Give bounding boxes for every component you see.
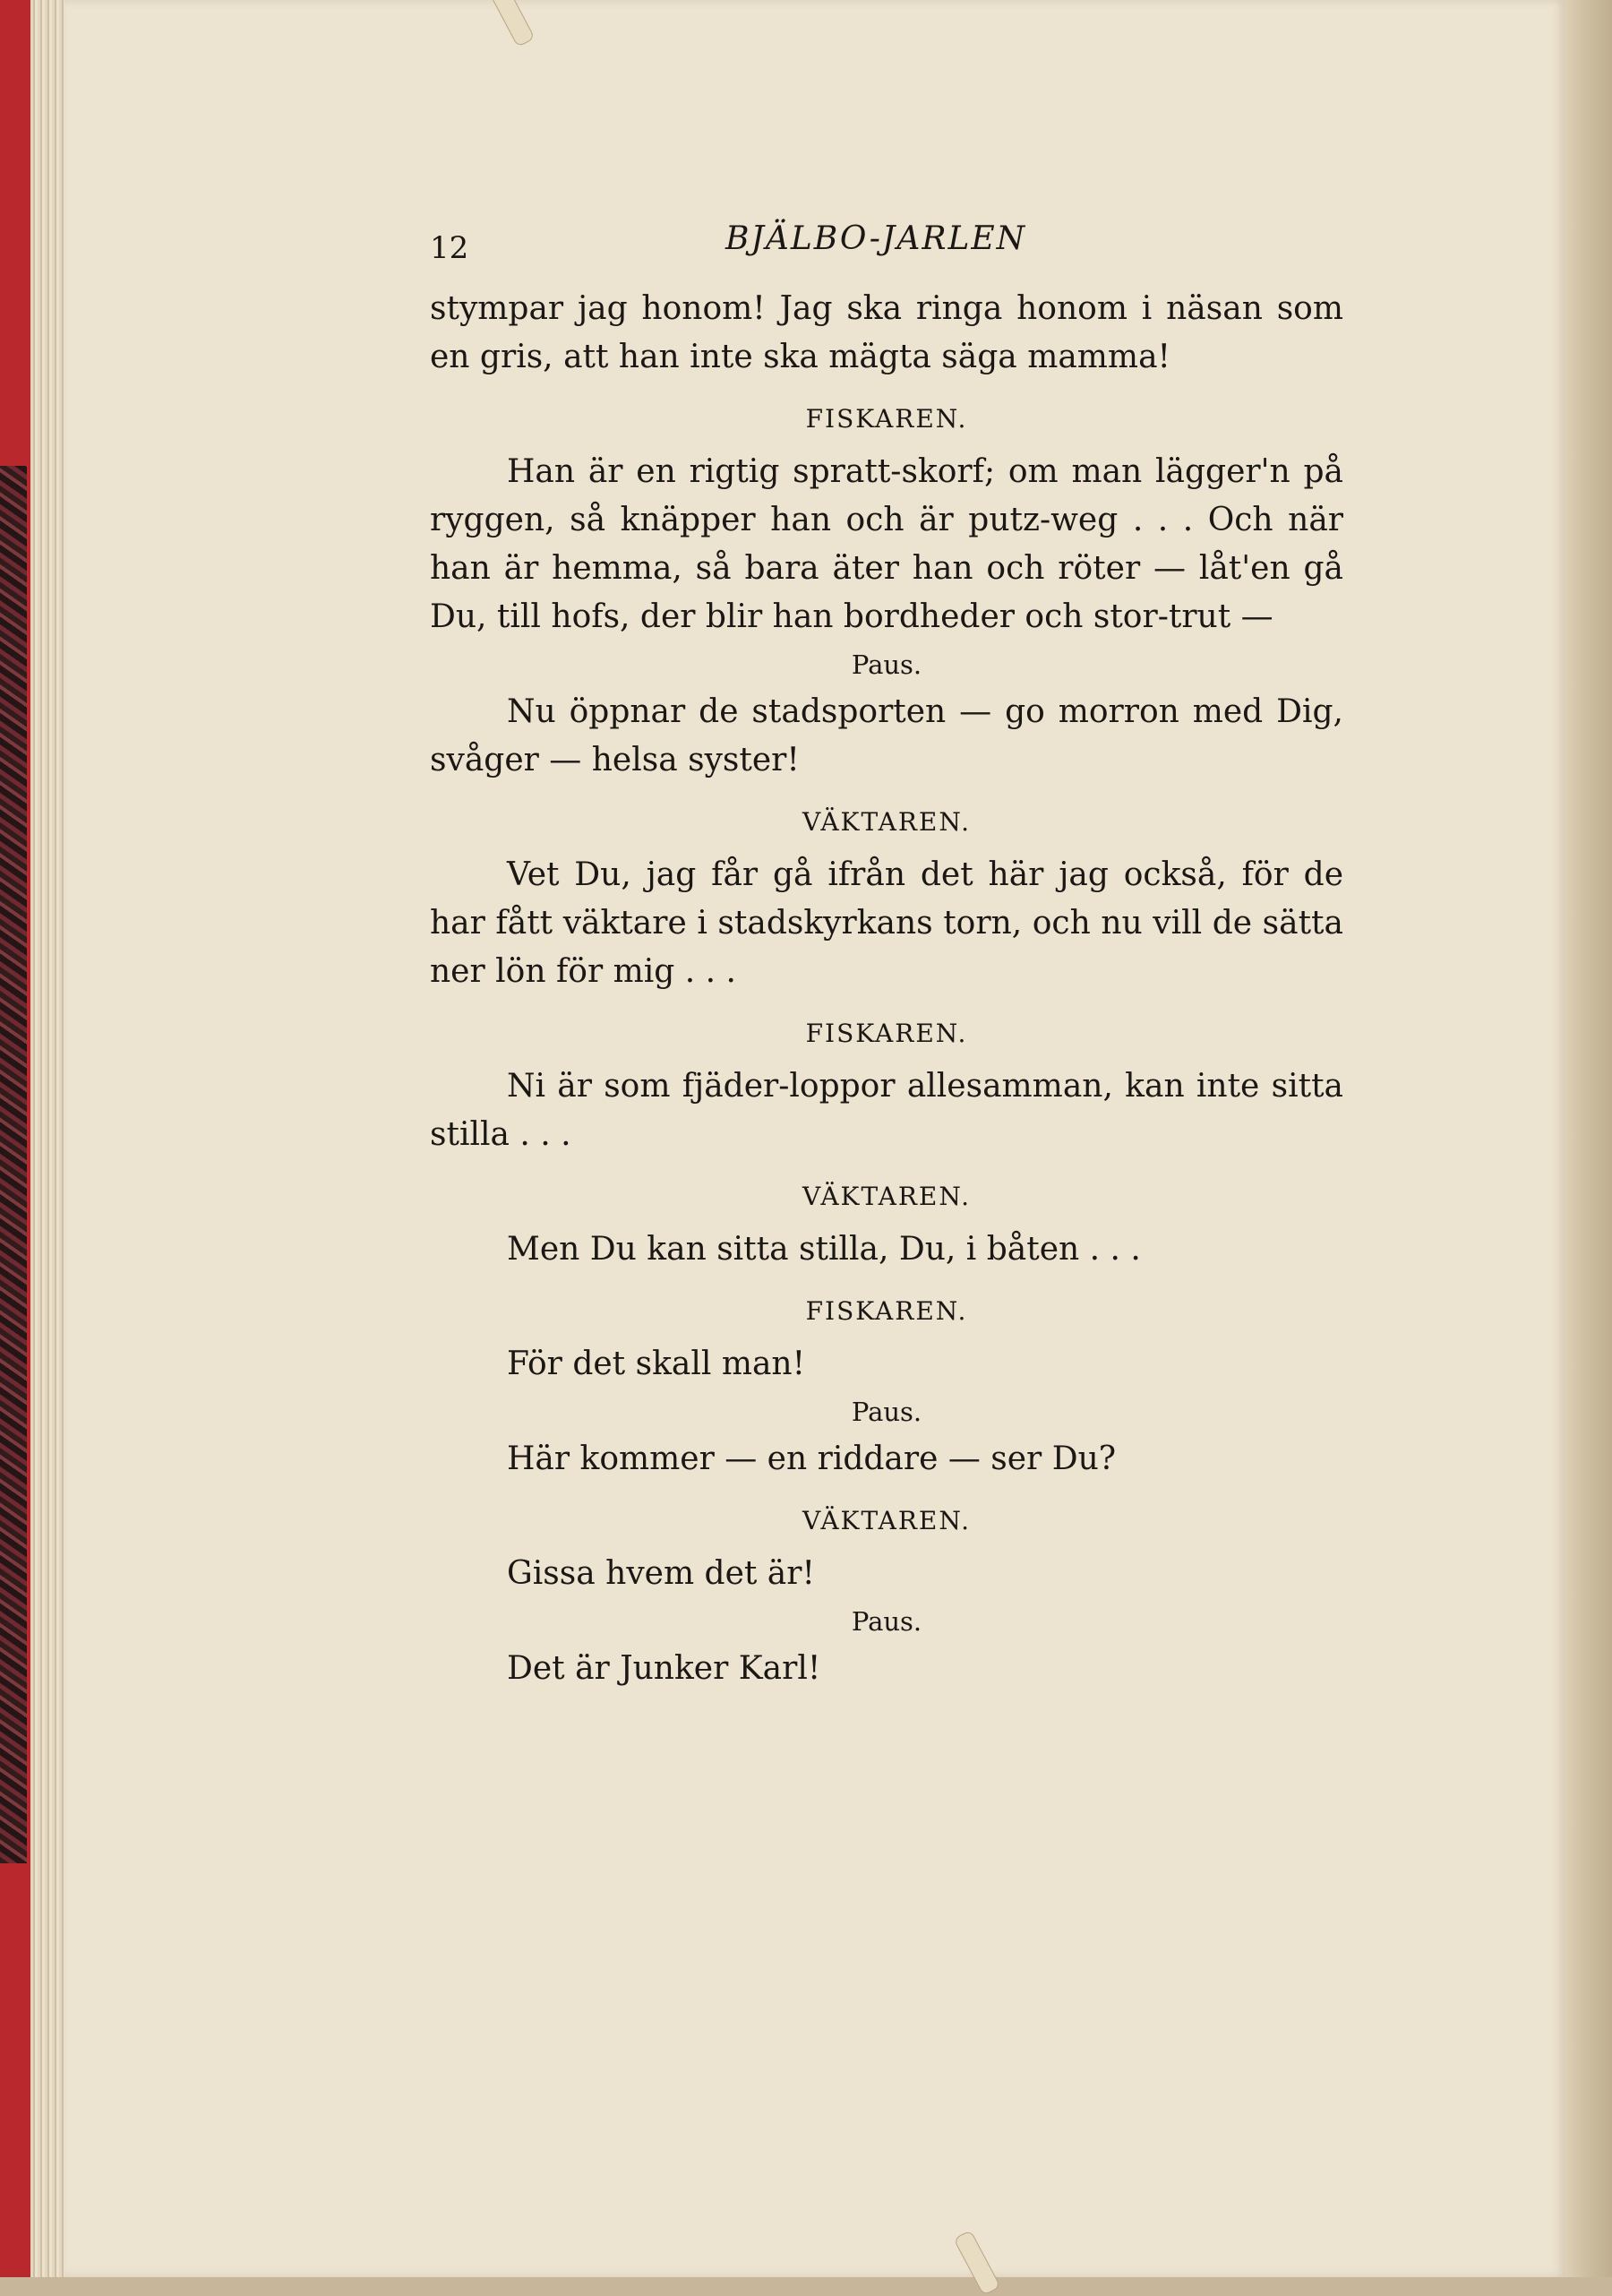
paragraph: Vet Du, jag får gå ifrån det här jag också, för de har fått väktare i stadskyrkans torn, och nu vill de sätta ner lön för mig . . .	[430, 856, 1343, 990]
stage-direction: Paus.	[851, 1397, 922, 1427]
paragraph: Men Du kan sitta stilla, Du, i båten . . .	[507, 1231, 1141, 1268]
paragraph: För det skall man!	[507, 1346, 806, 1382]
speaker-name: FISKAREN.	[805, 1019, 968, 1048]
speaker-name: VÄKTAREN.	[802, 1506, 971, 1535]
paragraph: Nu öppnar de stadsporten — go morron med Dig, svåger — helsa syster!	[430, 693, 1343, 778]
paragraph: stympar jag honom! Jag ska ringa honom i näsan som en gris, att han inte ska mägta säga mamma!	[430, 290, 1343, 375]
marbled-cover-edge	[0, 466, 27, 1863]
page-number: 12	[430, 230, 469, 266]
page-stack-right	[1565, 0, 1612, 2277]
paragraph: Han är en rigtig spratt-skorf; om man lägger'n på ryggen, så knäpper han och är putz-weg . . . Och när han är hemma, så bara äter han och röter — låt'en gå Du, till hofs, der blir han bordheder och stor-trut —	[430, 453, 1343, 635]
page-text	[430, 215, 1343, 1693]
paragraph: Gissa hvem det är!	[507, 1555, 815, 1592]
page-header	[430, 215, 1343, 269]
speaker-name: FISKAREN.	[805, 404, 968, 434]
stage-direction: Paus.	[851, 649, 922, 680]
paragraph: Det är Junker Karl!	[507, 1650, 821, 1687]
speaker-name: VÄKTAREN.	[802, 807, 971, 837]
paragraph: Ni är som fjäder-loppor allesamman, kan inte sitta stilla . . .	[430, 1068, 1343, 1153]
paragraph: Här kommer — en riddare — ser Du?	[507, 1440, 1117, 1477]
speaker-name: FISKAREN.	[805, 1296, 968, 1326]
running-title: BJÄLBO-JARLEN	[725, 220, 1027, 257]
stage-direction: Paus.	[851, 1606, 922, 1637]
speaker-name: VÄKTAREN.	[802, 1182, 971, 1211]
